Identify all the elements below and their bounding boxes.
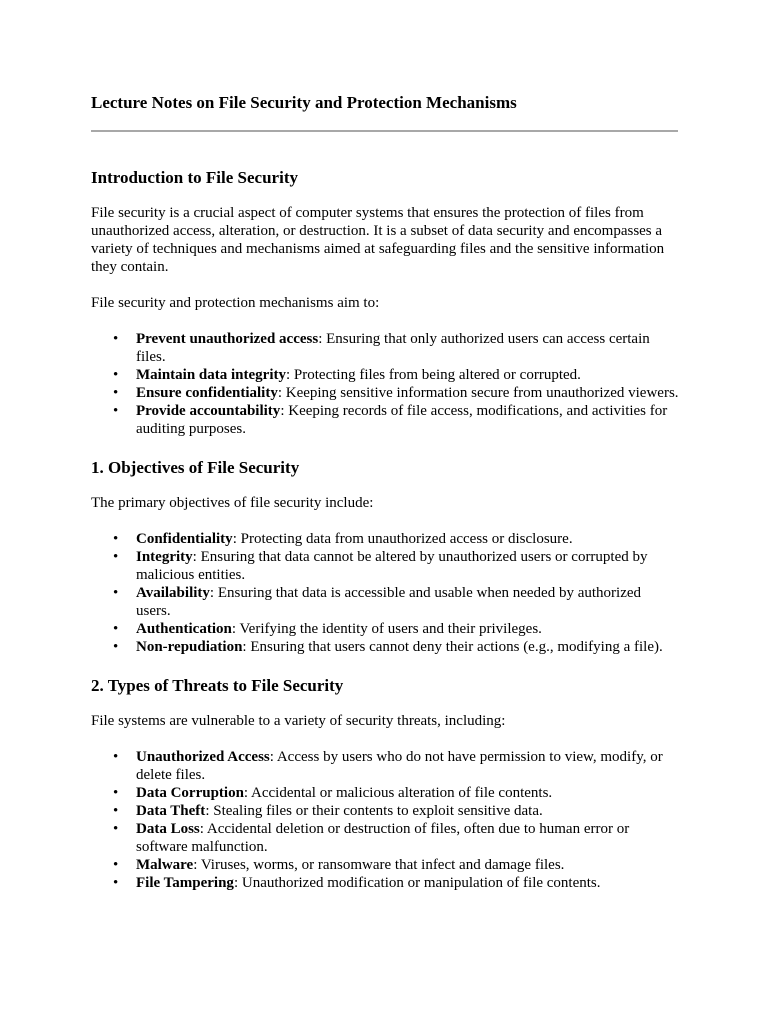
list-item-text: : Ensuring that data cannot be altered by unauthorized users or corrupted by malicious entities. [136, 549, 648, 583]
list-item-text: : Ensuring that data is accessible and usable when needed by authorized users. [136, 585, 642, 619]
list-item [136, 638, 679, 656]
list-item-text: : Access by users who do not have permission to view, modify, or delete files. [136, 749, 663, 783]
list-item-term: Availability [136, 585, 210, 601]
list-item [136, 584, 679, 620]
section-heading-introduction: Introduction to File Security [91, 168, 298, 187]
list-item-term: Data Loss [136, 821, 200, 837]
aims-list [91, 330, 679, 438]
list-item-text: : Accidental deletion or destruction of files, often due to human error or software malfunction. [136, 821, 630, 855]
list-item-term: Confidentiality [136, 531, 233, 547]
list-item [136, 620, 679, 638]
list-item-text: : Stealing files or their contents to exploit sensitive data. [205, 803, 543, 819]
list-item-text: : Viruses, worms, or ransomware that infect and damage files. [193, 857, 565, 873]
list-item-term: Unauthorized Access [136, 749, 270, 765]
list-item [136, 802, 679, 820]
document-body [91, 167, 679, 892]
list-item-term: Ensure confidentiality [136, 385, 278, 401]
list-item-text: : Keeping sensitive information secure from unauthorized viewers. [277, 385, 679, 401]
list-item-term: Prevent unauthorized access [136, 331, 319, 347]
list-item [136, 820, 679, 856]
list-item-text: : Protecting files from being altered or corrupted. [286, 367, 581, 383]
objectives-list [91, 530, 679, 656]
threats-list [91, 748, 679, 892]
list-item-term: Non-repudiation [136, 639, 243, 655]
list-item [136, 530, 679, 548]
list-item [136, 384, 679, 402]
list-item-term: File Tampering [136, 875, 234, 891]
list-item [136, 366, 679, 384]
list-item-term: Provide accountability [136, 403, 281, 419]
intro-paragraph: File security is a crucial aspect of computer systems that ensures the protection of files from unauthorized access, alteration, or destruction. It is a subset of data security and encompasses a variety of techniques and mechanisms aimed at safeguarding files and the sensitive information they contain. [91, 205, 665, 275]
horizontal-rule [91, 130, 678, 132]
document-title: Lecture Notes on File Security and Protection Mechanisms [91, 93, 517, 112]
list-item-text: : Keeping records of file access, modifications, and activities for auditing purposes. [136, 403, 668, 437]
list-item [136, 330, 679, 366]
list-item [136, 548, 679, 584]
list-item [136, 856, 679, 874]
threats-lead-paragraph: File systems are vulnerable to a variety of security threats, including: [91, 713, 506, 729]
section-heading-threats: 2. Types of Threats to File Security [91, 676, 344, 695]
section-heading-objectives: 1. Objectives of File Security [91, 458, 300, 477]
list-item-text: : Accidental or malicious alteration of file contents. [243, 785, 553, 801]
objectives-lead-paragraph: The primary objectives of file security include: [91, 495, 374, 511]
list-item-text: : Ensuring that users cannot deny their actions (e.g., modifying a file). [242, 639, 663, 655]
list-item-text: : Ensuring that only authorized users can access certain files. [136, 331, 650, 365]
list-item-term: Data Corruption [136, 785, 244, 801]
list-item-text: : Unauthorized modification or manipulation of file contents. [233, 875, 601, 891]
aims-lead-paragraph: File security and protection mechanisms aim to: [91, 295, 380, 311]
list-item [136, 402, 679, 438]
list-item-term: Integrity [136, 549, 193, 565]
list-item-term: Malware [136, 857, 194, 873]
list-item-term: Data Theft [136, 803, 206, 819]
list-item-text: : Protecting data from unauthorized access or disclosure. [232, 531, 573, 547]
list-item-term: Maintain data integrity [136, 367, 286, 383]
list-item-text: : Verifying the identity of users and their privileges. [231, 621, 542, 637]
list-item [136, 784, 679, 802]
list-item [136, 748, 679, 784]
list-item [136, 874, 679, 892]
list-item-term: Authentication [136, 621, 232, 637]
